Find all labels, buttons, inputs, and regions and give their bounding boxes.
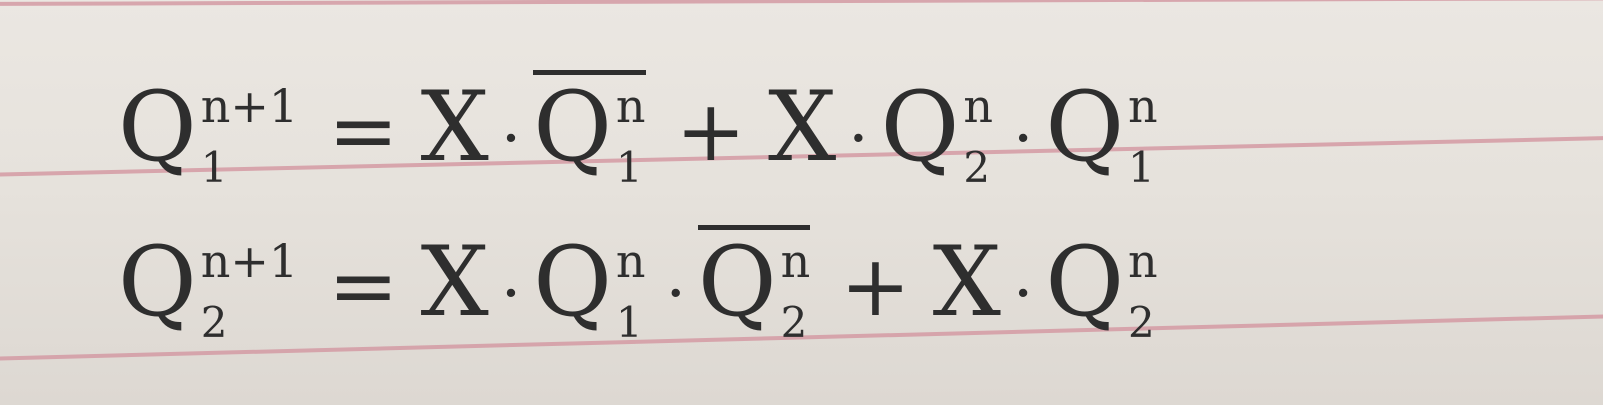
lhs-subscript: 1 [200,143,228,192]
term-variable [533,226,646,350]
ruled-line [0,0,1603,6]
term-subscript: 1 [615,143,643,192]
term-variable [1045,71,1158,195]
complemented-variable [533,70,645,195]
input-x: X [932,226,1001,338]
term-subscript: 1 [615,298,643,347]
equation-q1-next-state [118,70,1166,195]
term-superscript: n [615,79,646,133]
term-superscript: n [1128,79,1158,133]
and-dot: · [1012,257,1034,331]
term-subscript: 1 [1128,143,1155,192]
term-variable [880,71,993,195]
or-plus: + [840,237,911,335]
term-superscript: n [963,79,993,133]
lhs-base: Q [118,71,197,183]
term-superscript: n [780,234,811,288]
and-dot: · [1012,102,1034,176]
input-x: X [420,71,489,183]
term-base: Q [533,71,612,183]
term-variable [1045,226,1158,350]
complemented-variable [698,225,810,350]
term-subscript: 2 [963,143,991,192]
input-x: X [420,226,489,338]
term-base: Q [697,226,777,338]
equals-sign: = [328,237,399,335]
or-plus: + [675,82,746,180]
term-subscript: 2 [1128,298,1155,347]
term-base: Q [1045,71,1125,183]
term-base: Q [1045,226,1125,338]
lhs-subscript: 2 [200,298,228,347]
lhs-base: Q [118,226,197,338]
equation-q2-next-state [118,225,1166,350]
lhs-variable [118,71,299,195]
term-superscript: n [615,234,646,288]
lhs-variable [118,226,299,350]
lhs-superscript: n+1 [200,79,299,133]
and-dot: · [500,257,522,331]
term-base: Q [533,226,612,338]
and-dot: · [848,102,869,176]
and-dot: · [500,102,522,176]
lhs-superscript: n+1 [200,234,299,288]
and-dot: · [665,257,686,331]
equals-sign: = [328,82,399,180]
input-x: X [767,71,837,183]
term-base: Q [880,71,960,183]
term-superscript: n [1128,234,1158,288]
term-subscript: 2 [780,298,808,347]
